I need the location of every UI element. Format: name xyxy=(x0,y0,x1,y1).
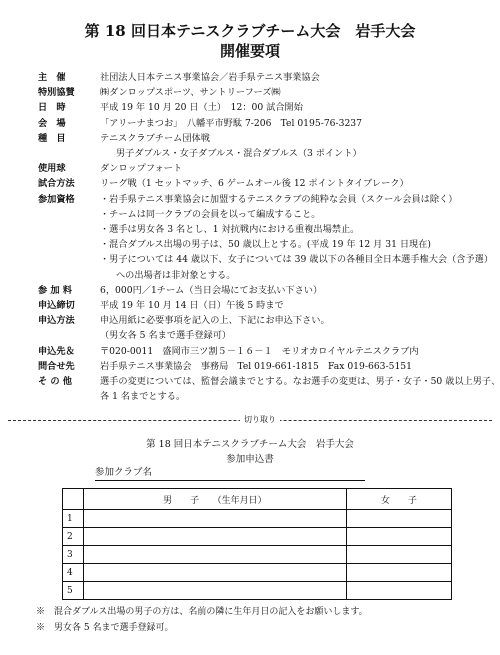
row-value: ダンロップフォート xyxy=(100,163,183,175)
row-label: 参加資格 xyxy=(38,193,75,205)
table-row xyxy=(63,528,452,546)
row-value: 6，000円／1チーム（当日会場にてお支払い下さい） xyxy=(100,284,323,296)
male-entry-cell[interactable] xyxy=(84,582,347,600)
outline-row xyxy=(38,359,483,374)
outline-row xyxy=(38,389,483,404)
header-male: 男 子 （生年月日） xyxy=(84,489,347,510)
row-label: 使用球 xyxy=(38,163,66,175)
outline-row xyxy=(38,237,483,252)
male-entry-cell[interactable] xyxy=(84,510,347,528)
outline-row xyxy=(38,161,483,176)
row-number: 5 xyxy=(63,582,84,600)
female-entry-cell[interactable] xyxy=(346,564,451,582)
row-label: 日 時 xyxy=(38,102,66,114)
row-value: リーグ戦（1 セットマッチ、6 ゲームオール後 12 ポイントタイブレーク） xyxy=(100,178,409,190)
outline-row xyxy=(38,146,483,161)
row-label: 試合方法 xyxy=(38,178,75,190)
note-mixed-doubles: ※ 混合ダブルス出場の男子の方は、名前の隣に生年月日の記入をお願いします。 xyxy=(36,607,368,617)
outline-row xyxy=(38,344,483,359)
row-label: 申込締切 xyxy=(38,300,75,312)
outline-row xyxy=(38,283,483,298)
row-label xyxy=(38,252,100,267)
row-label: 種 目 xyxy=(38,132,66,144)
outline-row xyxy=(38,70,483,85)
cut-line xyxy=(8,414,492,426)
row-value: 男子ダブルス・女子ダブルス・混合ダブルス（3 ポイント） xyxy=(116,148,362,160)
row-value: ・チームは同一クラブの会員を以って編成すること。 xyxy=(100,208,321,220)
page-subtitle: 開催要項 xyxy=(219,42,280,60)
outline-section xyxy=(38,70,500,404)
row-value: ・男子については 44 歳以下、女子については 39 歳以下の各種目全日本選手権大会（含予選） xyxy=(100,254,494,266)
row-value: （男女各 5 名まで選手登録可） xyxy=(100,330,232,342)
male-entry-cell[interactable] xyxy=(84,564,347,582)
table-row xyxy=(63,546,452,564)
row-number: 1 xyxy=(63,510,84,528)
row-value: ・岩手県テニス事業協会に加盟するテニスクラブの純粋な会員（スクール会員は除く） xyxy=(100,193,458,205)
row-value: ㈱ダンロップスポーツ、サントリーフーズ㈱ xyxy=(100,87,281,99)
row-label xyxy=(38,146,100,161)
note-registration-limit: ※ 男女各 5 名まで選手登録可。 xyxy=(36,623,174,633)
club-name-field[interactable] xyxy=(95,466,365,481)
row-label xyxy=(38,207,100,222)
entry-table xyxy=(62,488,452,600)
row-number: 3 xyxy=(63,546,84,564)
club-name-label: 参加クラブ名 xyxy=(95,467,153,478)
row-value: 〒020-0011 盛岡市三ツ割５－１６－１ モリオカロイヤルテニスクラブ内 xyxy=(100,345,419,357)
female-entry-cell[interactable] xyxy=(346,582,451,600)
outline-row xyxy=(38,268,483,283)
form-subtitle: 参加申込書 xyxy=(226,454,274,465)
outline-row xyxy=(38,85,483,100)
row-label: 申込先＆ xyxy=(38,345,75,357)
male-entry-cell[interactable] xyxy=(84,546,347,564)
row-label: 申込方法 xyxy=(38,315,75,327)
table-row xyxy=(63,582,452,600)
row-label xyxy=(38,389,100,404)
female-entry-cell[interactable] xyxy=(346,510,451,528)
header-number xyxy=(63,489,84,510)
row-value: 選手の変更については、監督会議までとする。なお選手の変更は、男子・女子・50 歳以上男子、 xyxy=(100,376,500,388)
outline-row xyxy=(38,328,483,343)
row-label: 問合せ先 xyxy=(38,360,75,372)
row-value: ・選手は男女各 3 名とし、1 対抗戦内における重複出場禁止。 xyxy=(100,224,360,236)
row-value: 各 1 名までとする。 xyxy=(100,391,186,403)
row-label xyxy=(38,222,100,237)
outline-row xyxy=(38,176,483,191)
outline-row xyxy=(38,131,483,146)
row-value: ・混合ダブルス出場の男子は、50 歳以上とする。(平成 19 年 12 月 31 日現在) xyxy=(100,239,431,251)
row-number: 2 xyxy=(63,528,84,546)
outline-row xyxy=(38,192,483,207)
row-label: 参 加 料 xyxy=(38,284,72,296)
row-label xyxy=(38,328,100,343)
header-female: 女 子 xyxy=(346,489,451,510)
table-header-row xyxy=(63,489,452,510)
female-entry-cell[interactable] xyxy=(346,528,451,546)
outline-row xyxy=(38,207,483,222)
form-title: 第 18 回日本テニスクラブチーム大会 岩手大会 xyxy=(146,439,354,450)
row-value: 申込用紙に必要事項を記入の上、下記にお申込下さい。 xyxy=(100,315,330,327)
page-title: 第 18 回日本テニスクラブチーム大会 岩手大会 xyxy=(84,22,416,40)
cut-label: 切り取り xyxy=(240,414,280,426)
row-label: 特別協賛 xyxy=(38,87,75,99)
row-value: 「アリーナまつお」 八幡平市野駄 7-206 Tel 0195-76-3237 xyxy=(100,117,362,129)
outline-row xyxy=(38,252,494,267)
row-label: そ の 他 xyxy=(38,376,72,388)
row-label: 会 場 xyxy=(38,117,66,129)
outline-row xyxy=(38,298,483,313)
outline-row xyxy=(38,100,483,115)
outline-row xyxy=(38,222,483,237)
table-row xyxy=(63,564,452,582)
row-number: 4 xyxy=(63,564,84,582)
table-row xyxy=(63,510,452,528)
outline-row xyxy=(38,313,483,328)
male-entry-cell[interactable] xyxy=(84,528,347,546)
outline-row xyxy=(38,374,500,389)
row-value: テニスクラブチーム団体戦 xyxy=(100,132,210,144)
row-label xyxy=(38,268,100,283)
row-value: 社団法人日本テニス事業協会／岩手県テニス事業協会 xyxy=(100,72,320,83)
row-value: 平成 19 年 10 月 20 日（土） 12：00 試合開始 xyxy=(100,102,303,114)
row-value: 平成 19 年 10 月 14 日（日）午後 5 時まで xyxy=(100,300,284,312)
female-entry-cell[interactable] xyxy=(346,546,451,564)
outline-row xyxy=(38,116,483,131)
row-value: 岩手県テニス事業協会 事務局 Tel 019-661-1815 Fax 019-663-5151 xyxy=(100,360,412,372)
row-value: への出場者は非対象とする。 xyxy=(116,269,236,281)
row-label xyxy=(38,237,100,252)
row-label: 主 催 xyxy=(38,72,66,83)
